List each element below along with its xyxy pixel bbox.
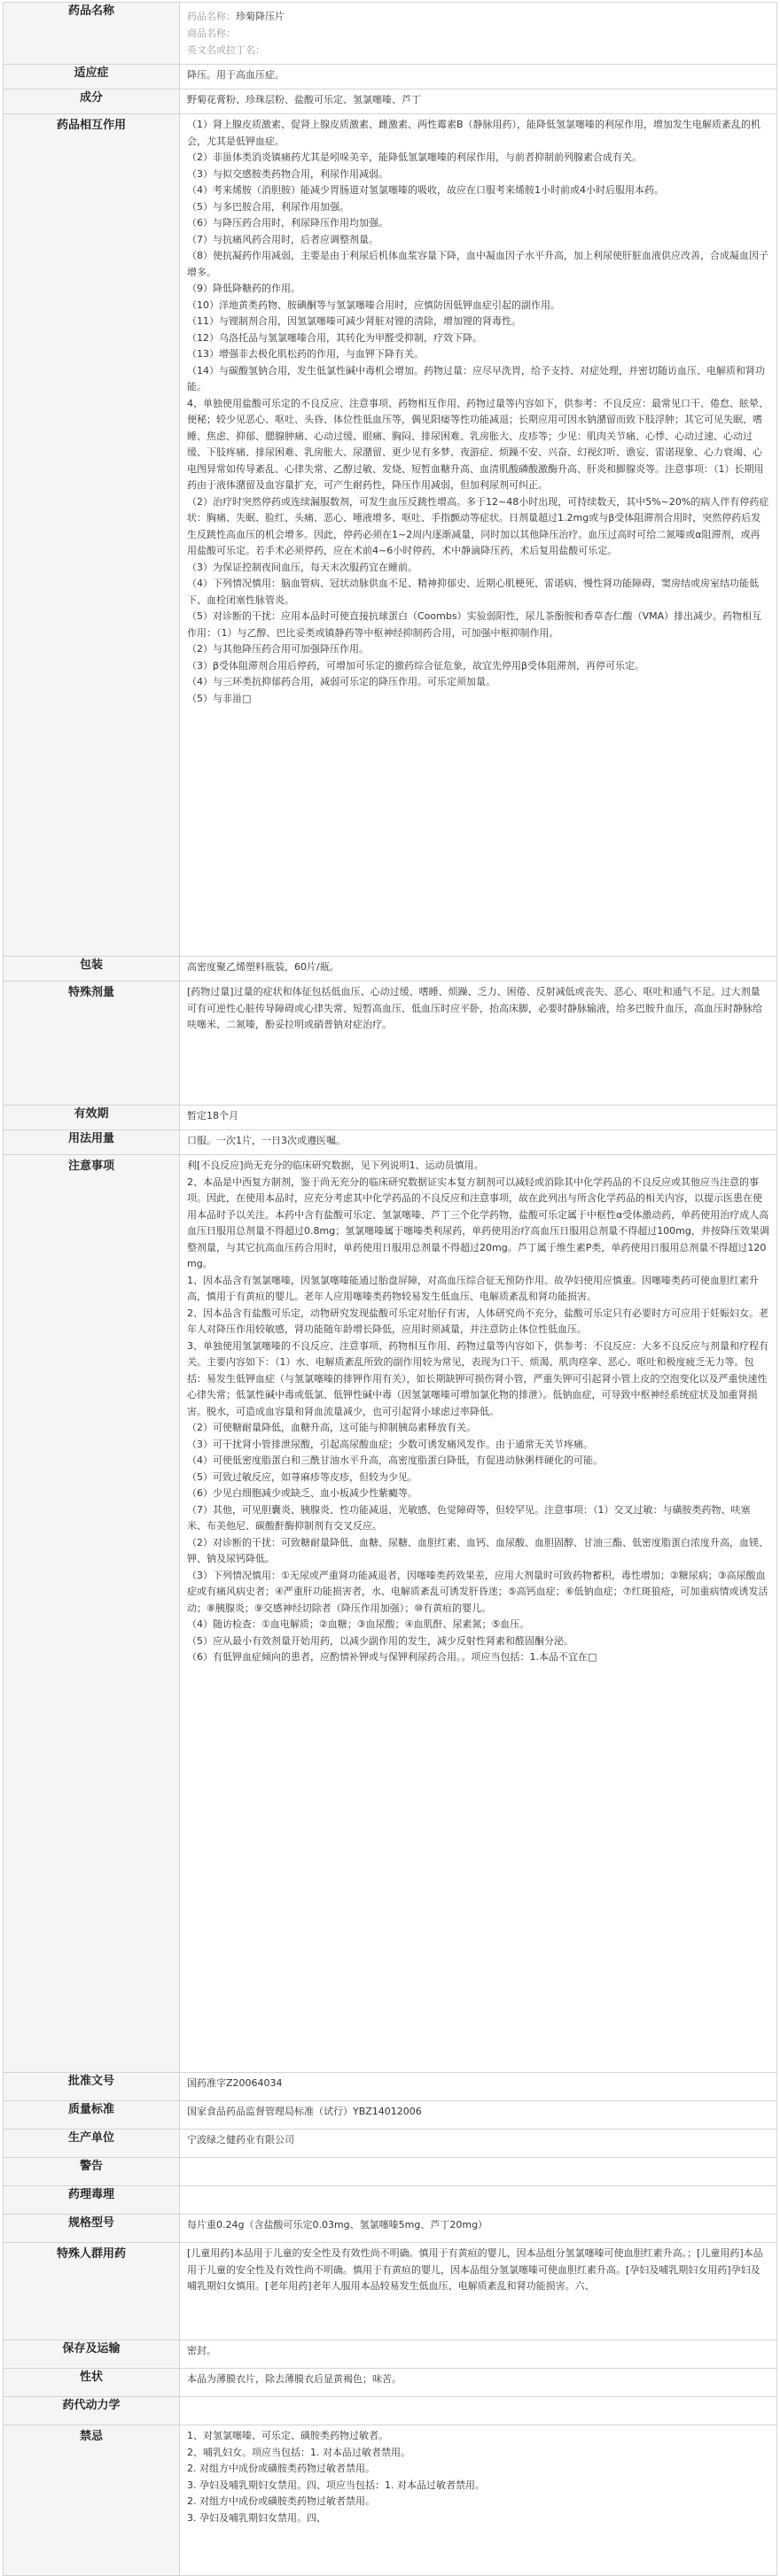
label-toxicology: 药理毒理: [4, 2186, 180, 2215]
value-standard: 国家食品药品监督管理局标准（试行）YBZ14012006: [180, 2101, 777, 2130]
label-special-population: 特殊人群用药: [4, 2243, 180, 2340]
row-package: [4, 957, 777, 982]
row-contraindication: [4, 2425, 777, 2576]
label-indication: 适应症: [4, 65, 180, 89]
row-spec: [4, 2215, 777, 2243]
row-validity: [4, 1106, 777, 1130]
generic-name-line: 药品名称：珍菊降压片: [187, 11, 285, 22]
row-description: [4, 2369, 777, 2397]
label-description: 性状: [4, 2369, 180, 2397]
trade-name-line: 商品名称：: [187, 27, 236, 39]
value-indication: 降压。用于高血压症。: [180, 65, 777, 89]
value-approval: 国药准字Z20064034: [180, 2073, 777, 2101]
row-approval: [4, 2073, 777, 2101]
value-overdose: [药物过量]过量的症状和体征包括低血压、心动过缓、嗜睡、烦躁、乏力、困倦、反射减低或丧失、恶心、呕吐和通气不足。过大剂量可有可逆性心脏传导障碍或心律失常、短暂高血压、低血压时应平卧，抬高床脚，必要时静脉输液，给多巴胺升血压，高血压时静脉给呋噻米、二氮嗪，酚妥拉明或硝普钠对症治疗。: [180, 982, 777, 1106]
label-manufacturer: 生产单位: [4, 2130, 180, 2158]
row-usage: [4, 1130, 777, 1155]
value-ingredients: 野菊花膏粉、珍珠层粉、盐酸可乐定、氢氯噻嗪、芦丁: [180, 89, 777, 114]
value-usage: 口服。一次1片，一日3次或遵医嘱。: [180, 1130, 777, 1155]
generic-name: 珍菊降压片: [236, 11, 285, 22]
label-overdose: 特殊剂量: [4, 982, 180, 1106]
label-contraindication: 禁忌: [4, 2425, 180, 2576]
row-ingredients: [4, 89, 777, 114]
drug-spec-table: [3, 2, 777, 2576]
label-name: 药品名称: [4, 3, 180, 65]
row-indication: [4, 65, 777, 89]
row-special-population: [4, 2243, 777, 2340]
value-contraindication: 1、对氢氯噻嗪、可乐定、磺胺类药物过敏者。 2、哺乳妇女。项应当包括：1. 对本品过敏者禁用。 2. 对组方中成份或磺胺类药物过敏者禁用。 3. 孕妇及哺乳期妇女禁用。四、项应当包括：1. 对本品过敏者禁用。 2. 对组方中成份或磺胺类药物过敏者禁用。 3. 孕妇及哺乳期妇女禁用。四、: [180, 2425, 777, 2576]
row-pharmacokinetics: [4, 2397, 777, 2425]
row-storage: [4, 2340, 777, 2369]
label-warning: 警告: [4, 2158, 180, 2186]
label-package: 包装: [4, 957, 180, 982]
value-validity: 暂定18个月: [180, 1106, 777, 1130]
row-toxicology: [4, 2186, 777, 2215]
value-storage: 密封。: [180, 2340, 777, 2369]
value-pharmacokinetics: [180, 2397, 777, 2425]
value-description: 本品为薄膜衣片，除去薄膜衣后显黄褐色；味苦。: [180, 2369, 777, 2397]
row-precautions: [4, 1155, 777, 2073]
value-manufacturer: 宁波绿之健药业有限公司: [180, 2130, 777, 2158]
label-usage: 用法用量: [4, 1130, 180, 1155]
label-storage: 保存及运输: [4, 2340, 180, 2369]
english-name-line: 英文名或拉丁名：: [187, 44, 265, 56]
value-interaction: （1）肾上腺皮质激素、促肾上腺皮质激素、雌激素、两性霉素B（静脉用药），能降低氢氯噻嗪的利尿作用，增加发生电解质紊乱的机会，尤其是低钾血症。 （2）非甾体类消炎镇痛药尤其是吲哚美辛，能降低氢氯噻嗪的利尿作用，与前者抑制前列腺素合成有关。 （3）与拟交感胺类药物合用，利尿作用减弱。 （4）考来烯胺（消胆胺）能减少胃肠道对氢氯噻嗪的吸收，故应在口服考来烯胺1小时前或4小时后服用本药。 （5）与多巴胺合用，利尿作用加强。 （6）与降压药合用时，利尿降压作用均加强。 （7）与抗痛风药合用时，后者应调整剂量。 （8）使抗凝药作用减弱，主要是由于利尿后机体血浆容量下降，血中凝血因子水平升高，加上利尿使肝脏血液供应改善，合成凝血因子增多。 （9）降低降糖药的作用。 （10）洋地黄类药物、胺碘酮等与氢氯噻嗪合用时，应慎防因低钾血症引起的副作用。 （11）与锂制剂合用，因氢氯噻嗪可减少肾脏对锂的清除，增加锂的肾毒性。 （12）乌洛托品与氢氯噻嗪合用，其转化为甲醛受抑制，疗效下降。 （13）增强非去极化肌松药的作用，与血钾下降有关。 （14）与碳酸氢钠合用，发生低氯性碱中毒机会增加。药物过量：应尽早洗胃，给予支持、对症处理，并密切随访血压、电解质和肾功能。 4、单独使用盐酸可乐定的不良反应、注意事项、药物相互作用、药物过量等内容如下，供参考：不良反应：最常见口干、倦怠、眩晕、便秘；较少见恶心、呕吐、头昏、体位性低血压等，偶见阳痿等性功能减退；长期应用可因水钠潴留而致下肢浮肿；其它可见失眠、嗜睡、焦虑、抑郁、腮腺肿痛、心动过缓、眼痛、胸闷、排尿困难、乳房胀大、皮疹等；少见：肌肉关节痛、心悸、心动过速、心动过缓、下肢疼痛、排尿困难、乳房胀大、尿潴留、更少见有多梦、夜游症、烦躁不安、兴奋、幻视幻听、谵妄、雷诺现象、心力衰竭、心电图异常如传导紊乱、心律失常、乙醇过敏、发烧、短暂血糖升高、血清肌酸磷酸激酶升高、肝炎和脚腺炎等。注意事项：（1）长期用药由于液体潴留及血容量扩充，可产生耐药性，降压作用减弱，但加利尿剂可纠正。 （2）治疗时突然停药或连续漏服数剂，可发生血压反跳性增高。多于12~48小时出现，可持续数天，其中5%~20%的病人伴有停药症状：胸痛、失眠、脸红、头痛、恶心、唾液增多、呕吐、手指颤动等症状。日剂量超过1.2mg或与β受体阻滞剂合用时，突然停药后发生反跳性高血压的机会增多。因此，停药必须在1~2周内逐渐减量，同时加以其他降压治疗。血压过高时可给二氮嗪或α阻滞剂，或再用盐酸可乐定。若手术必须停药，应在术前4~6小时停药，术中静滴降压药，术后复用盐酸可乐定。 （3）为保证控制夜间血压，每天末次服药宜在睡前。 （4）下列情况慎用：脑血管病、冠状动脉供血不足、精神抑郁史、近期心肌梗死、雷诺病、慢性肾功能障碍、窦房结或房室结功能低下、血栓闭塞性脉管炎。 （5）对诊断的干扰：应用本品时可使直接抗球蛋白（Coombs）实验弱阳性，尿儿茶酚胺和香草杏仁酸（VMA）排出减少。药物相互作用：（1）与乙醇、巴比妥类或镇静药等中枢神经抑制药合用，可加强中枢抑制作用。 （2）与其他降压药合用可加强降压作用。 （3）β受体阻滞剂合用后停药，可增加可乐定的撤药综合征危象，故宜先停用β受体阻滞剂，再停可乐定。 （4）与三环类抗抑郁药合用，减弱可乐定的降压作用。可乐定须加量。 （5）与非甾□: [180, 114, 777, 957]
value-toxicology: [180, 2186, 777, 2215]
value-warning: [180, 2158, 777, 2186]
value-special-population: [儿童用药]本品用于儿童的安全性及有效性尚不明确。慎用于有黄疸的婴儿，因本品组分氢氯噻嗪可使血胆红素升高。；[儿童用药]本品用于儿童的安全性及有效性尚不明确。慎用于有黄疸的婴儿，因本品组分氢氯噻嗪可使血胆红素升高。[孕妇及哺乳期妇女用药]孕妇及哺乳期妇女慎用。[老年用药]老年人服用本品较易发生低血压、电解质紊乱和肾功能损害。六、: [180, 2243, 777, 2340]
value-package: 高密度聚乙烯塑料瓶装，60片/瓶。: [180, 957, 777, 982]
name-values: [180, 3, 777, 65]
label-approval: 批准文号: [4, 2073, 180, 2101]
row-overdose: [4, 982, 777, 1106]
label-precautions: 注意事项: [4, 1155, 180, 2073]
row-manufacturer: [4, 2130, 777, 2158]
value-spec: 每片重0.24g（含盐酸可乐定0.03mg、氢氯噻嗪5mg、芦丁20mg）: [180, 2215, 777, 2243]
label-validity: 有效期: [4, 1106, 180, 1130]
value-precautions: 利[不良反应]尚无充分的临床研究数据，见下列说明1、运动员慎用。 2、本品是中西复方制剂，鉴于尚无充分的临床研究数据证实本复方制剂可以减轻或消除其中化学药品的不良反应或其他应当注意的事项。因此，在使用本品时，应充分考虑其中化学药品的不良反应和注意事项，故在此列出与所含化学药品的相关内容，以提示医患在使用本品时予以关注。本药中含有盐酸可乐定、氢氯噻嗪、芦丁三个化学药物，盐酸可乐定属于中枢性α受体激动药，单药使用治疗成人高血压日服用总剂量不得超过0.8mg；氢氯噻嗪属于噻嗪类利尿药，单药使用治疗高血压日服用总剂量不得超过100mg，并按降压效果调整剂量，与其它抗高血压药合用时，单药使用日服用总剂量不得超过20mg。芦丁属于维生素P类，单药使用日服用总剂量不得超过120mg。 1、因本品含有氢氯噻嗪，因氢氯噻嗪能通过胎盘屏障，对高血压综合征无预防作用。故孕妇使用应慎重。因噻嗪类药可使血胆红素升高，慎用于有黄疸的婴儿。老年人应用噻嗪类药物较易发生低血压、电解质紊乱和肾功能损害。 2、因本品含有盐酸可乐定，动物研究发现盐酸可乐定对胎仔有害，人体研究尚不充分，盐酸可乐定只有必要时方可应用于妊娠妇女。老年人对降压作用较敏感，肾功能随年龄增长降低，应用时须减量，并注意防止体位性低血压。 3、单独使用氢氯噻嗪的不良反应、注意事项、药物相互作用、药物过量等内容如下，供参考：不良反应：大多不良反应与剂量和疗程有关。主要内容如下：（1）水、电解质紊乱所致的副作用较为常见，表现为口干、烦渴、肌肉痉挛、恶心、呕吐和极度疲乏无力等。包括：易发生低钾血症（与氢氯噻嗪的排钾作用有关），如长期缺钾可损伤肾小管，严重失钾可引起肾小管上皮的空泡变化以及严重快速性心律失常；低氯性碱中毒或低氯、低钾性碱中毒（因氢氯噻嗪可增加氯化物的排泄）。低钠血症，可导致中枢神经系统症状及加重肾损害。脱水，可造成血容量和肾血流量减少，也可引起肾小球虑过率降低。 （2）可使糖耐量降低，血糖升高，这可能与抑制胰岛素释放有关。 （3）可干扰肾小管排泄尿酸，引起高尿酸血症；少数可诱发痛风发作。由于通常无关节疼痛。 （4）可使低密度脂蛋白和三酰甘油水平升高，高密度脂蛋白降低，有促进动脉粥样硬化的可能。 （5）可致过敏反应，如荨麻疹等皮疹，但较为少见。 （6）少见白细胞减少或缺乏、血小板减少性紫癜等。 （7）其他，可见胆囊炎、胰腺炎、性功能减退、光敏感、色觉障碍等，但较罕见。注意事项：（1）交叉过敏：与磺胺类药物、呋塞米、布美他尼、碳酸酐酶抑制剂有交叉反应。 （2）对诊断的干扰：可致糖耐量降低、血糖、尿糖、血胆红素、血钙、血尿酸、血胆固醇、甘油三酯、低密度脂蛋白浓度升高，血镁、钾、钠及尿钙降低。 （3）下列情况慎用：①无尿或严重肾功能减退者，因噻嗪类药效果差，应用大剂量时可致药物蓄积，毒性增加；②糖尿病；③高尿酸血症或有痛风病史者；④严重肝功能损害者，水、电解质紊乱可诱发肝昏迷；⑤高钙血症；⑥低钠血症；⑦红斑狼疮，可加重病情或诱发活动；⑧胰腺炎；⑨交感神经切除者（降压作用加强）；⑩有黄疸的婴儿。 （4）随访检查：①血电解质；②血糖；③血尿酸；④血肌酐、尿素氮；⑤血压。 （5）应从最小有效剂量开始用药，以减少副作用的发生，减少反射性肾素和醛固酮分泌。 （6）有低钾血症倾向的患者，应酌情补钾或与保钾利尿药合用。。项应当包括：1.本品不宜在□: [180, 1155, 777, 2073]
label-ingredients: 成分: [4, 89, 180, 114]
label-standard: 质量标准: [4, 2101, 180, 2130]
row-warning: [4, 2158, 777, 2186]
label-interaction: 药品相互作用: [4, 114, 180, 957]
row-interaction: [4, 114, 777, 957]
label-pharmacokinetics: 药代动力学: [4, 2397, 180, 2425]
row-standard: [4, 2101, 777, 2130]
row-name: [4, 3, 777, 65]
label-spec: 规格型号: [4, 2215, 180, 2243]
